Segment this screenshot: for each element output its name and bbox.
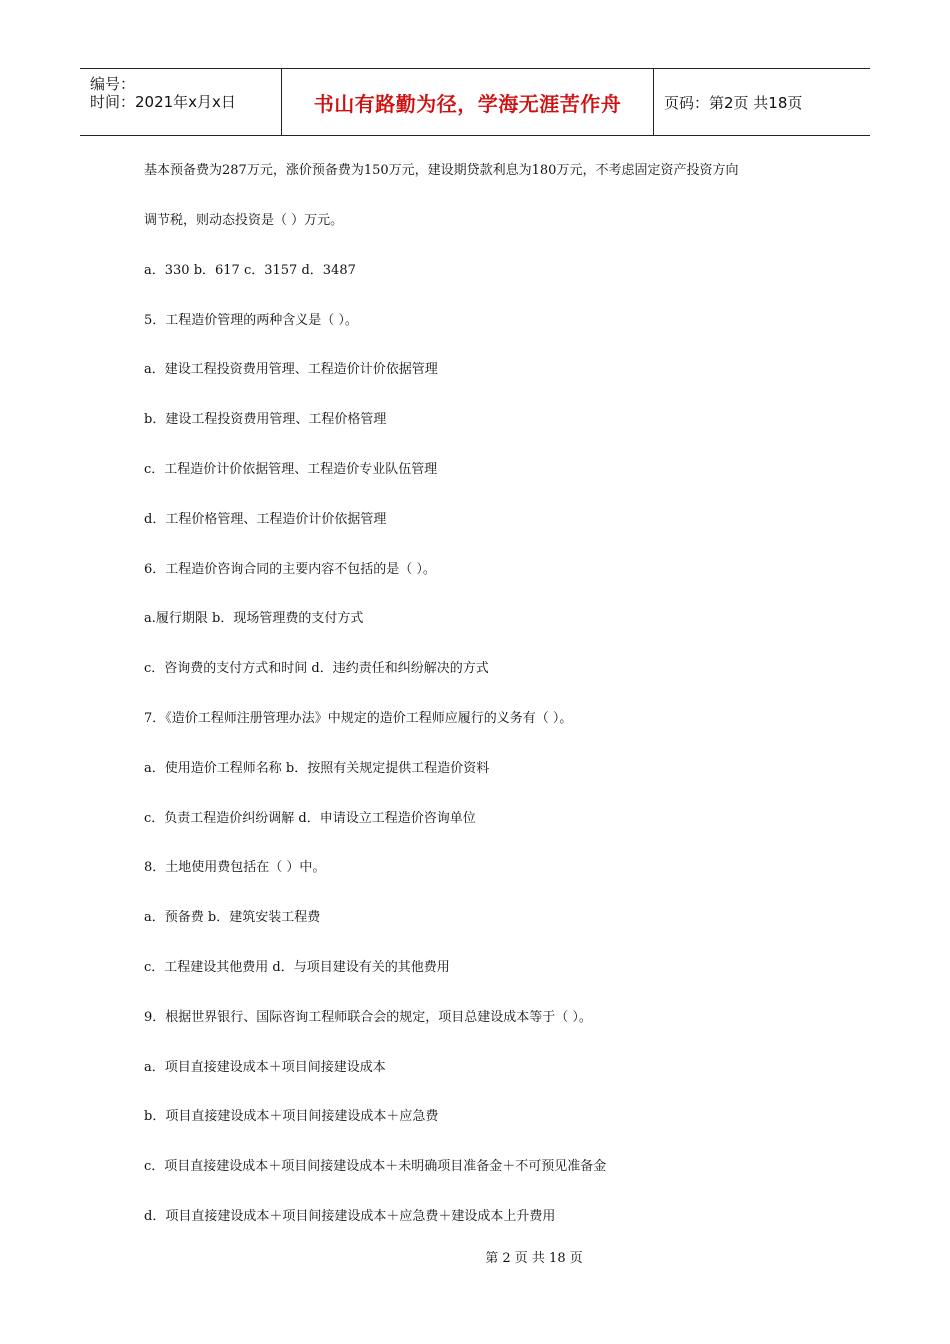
option-line: b．项目直接建设成本＋项目间接建设成本＋应急费 (144, 1109, 439, 1124)
question-6: 6．工程造价咨询合同的主要内容不包括的是（ ）。 (144, 562, 436, 577)
text-line: a．330 b．617 c．3157 d．3487 (144, 263, 356, 278)
question-7: 7．《造价工程师注册管理办法》中规定的造价工程师应履行的义务有（ ）。 (144, 711, 573, 726)
option-line: c．工程造价计价依据管理、工程造价专业队伍管理 (144, 462, 438, 477)
question-8: 8．土地使用费包括在（ ）中。 (144, 860, 326, 875)
option-line: a．预备费 b．建筑安装工程费 (144, 910, 321, 925)
header-motto-cell (282, 69, 654, 135)
footer-page-label: 第 2 页 共 18 页 (485, 1251, 583, 1266)
option-line: a．建设工程投资费用管理、工程造价计价依据管理 (144, 362, 438, 377)
option-line: c．工程建设其他费用 d．与项目建设有关的其他费用 (144, 960, 450, 975)
option-line: b．建设工程投资费用管理、工程价格管理 (144, 412, 387, 427)
header-page-info: 页码：第2页 共18页 (664, 93, 803, 112)
page-header (80, 68, 870, 136)
text-line: 调节税，则动态投资是（ ）万元。 (144, 213, 344, 228)
option-line: c．咨询费的支付方式和时间 d．违约责任和纠纷解决的方式 (144, 661, 489, 676)
question-5: 5．工程造价管理的两种含义是（ ）。 (144, 313, 358, 328)
header-left-cell (80, 69, 282, 135)
document-number-label: 编号： (90, 75, 136, 93)
document-date-label: 时间：2021年x月x日 (90, 93, 236, 111)
option-line: d．工程价格管理、工程造价计价依据管理 (144, 512, 387, 527)
header-page-cell (654, 69, 870, 135)
page-footer (0, 1247, 950, 1266)
question-9: 9．根据世界银行、国际咨询工程师联合会的规定，项目总建设成本等于（ ）。 (144, 1010, 592, 1025)
option-line: c．负责工程造价纠纷调解 d．申请设立工程造价咨询单位 (144, 811, 476, 826)
option-line: d．项目直接建设成本＋项目间接建设成本＋应急费＋建设成本上升费用 (144, 1209, 556, 1224)
option-line: a．项目直接建设成本＋项目间接建设成本 (144, 1060, 386, 1075)
option-line: a.履行期限 b．现场管理费的支付方式 (144, 611, 364, 626)
text-line: 基本预备费为287万元，涨价预备费为150万元，建设期贷款利息为180万元，不考虑固定资产投资方向 (144, 163, 739, 178)
option-line: c．项目直接建设成本＋项目间接建设成本＋未明确项目准备金＋不可预见准备金 (144, 1159, 607, 1174)
header-motto: 书山有路勤为径，学海无涯苦作舟 (313, 91, 622, 116)
option-line: a．使用造价工程师名称 b．按照有关规定提供工程造价资料 (144, 761, 490, 776)
